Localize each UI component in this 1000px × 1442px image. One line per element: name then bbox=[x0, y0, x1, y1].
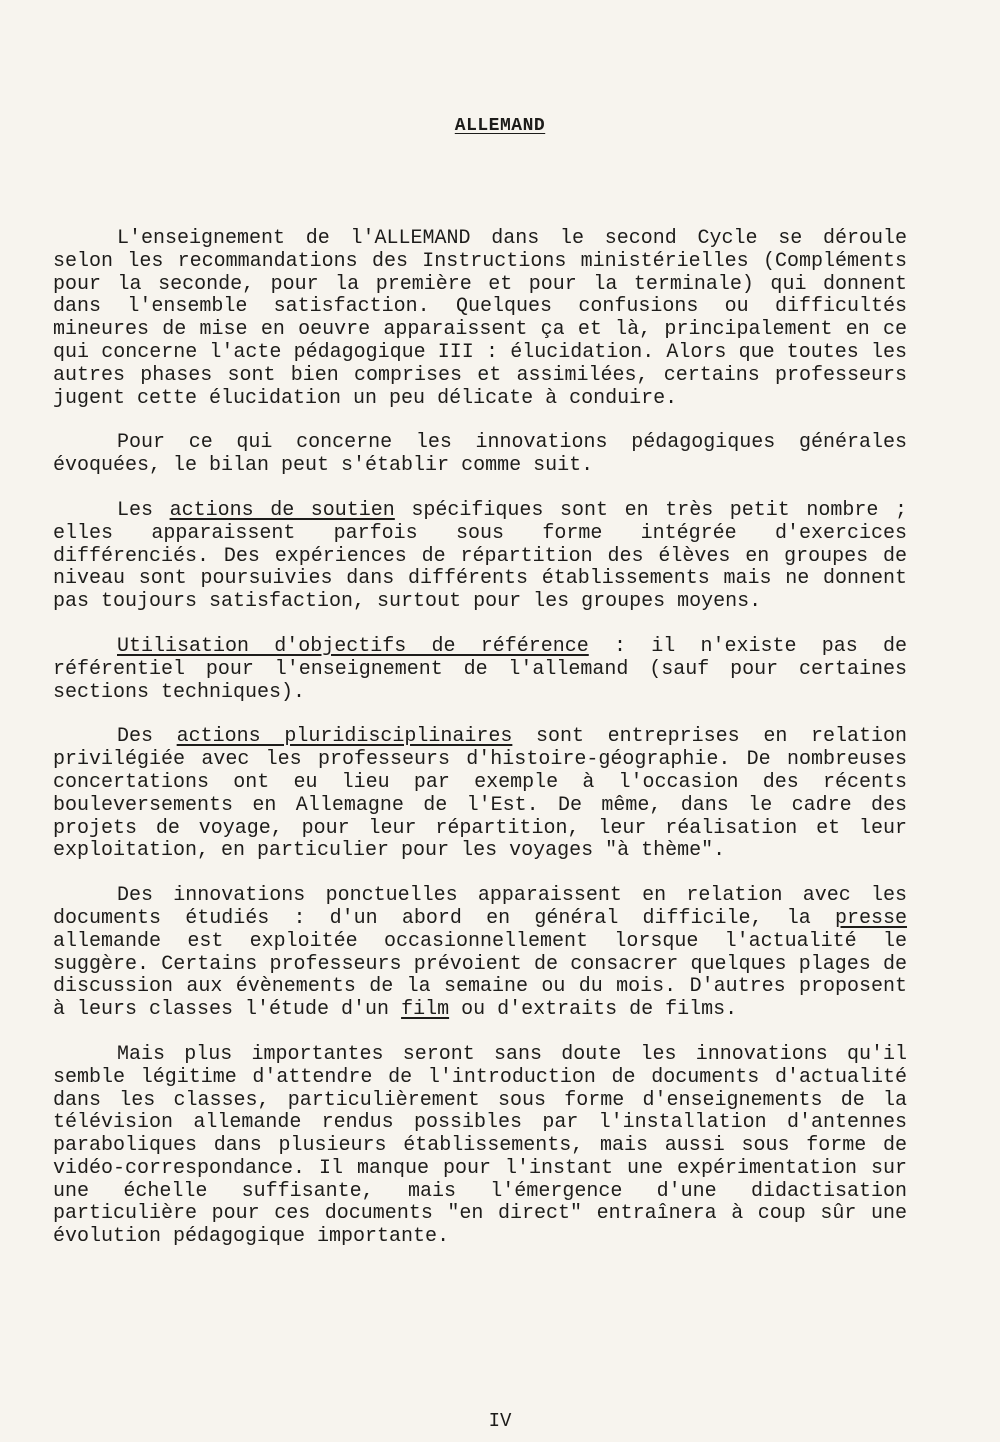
text-span: Les bbox=[117, 498, 170, 522]
paragraph-innovations-ponctuelles bbox=[53, 885, 907, 1022]
paragraph-pluridisciplinaires bbox=[53, 726, 907, 863]
page-title: ALLEMAND bbox=[454, 116, 546, 136]
underlined-term: film bbox=[401, 998, 450, 1022]
paragraph-documents-actualite: Mais plus importantes seront sans doute les innovations qu'il semble légitime d'attendre de l'introduction de documents d'actualité dans les classes, particulièrement sous forme d'enseignements de la télévision allemande rendus possibles par l'installation d'antennes paraboliques dans plusieurs établissements, mais aussi sous forme de vidéo-correspondance. Il manque pour l'instant une expérimentation sur une échelle suffisante, mais l'émergence d'une didactisation particulière pour ces documents "en direct" entraînera à coup sûr une évolution pédagogique importante. bbox=[53, 1042, 907, 1249]
page-number: IV bbox=[488, 1410, 512, 1432]
paragraph-objectifs bbox=[53, 636, 907, 704]
underlined-term: Utilisation d'objectifs de référence bbox=[117, 634, 589, 658]
underlined-term: actions pluridisciplinaires bbox=[176, 725, 513, 749]
text-span: ou d'extraits de films. bbox=[449, 998, 738, 1022]
text-span: allemande est exploitée occasionnellement lorsque l'actualité le suggère. Certains professeurs prévoient de consacrer quelques plages de discussion aux évènements de la semaine ou du mois. D'autres proposent à leurs classes l'étude d'un bbox=[53, 929, 907, 1022]
text-span: Des bbox=[117, 725, 177, 749]
text-span: sont entreprises en relation privilégiée avec les professeurs d'histoire-géographie. De nombreuses concertations ont eu lieu par exemple à l'occasion des récents bouleversements en Allemagne de l'Est. De même, dans le cadre des projets de voyage, pour leur répartition, leur réalisation et leur exploitation, en particulier pour les voyages "à thème". bbox=[53, 725, 907, 863]
paragraph-soutien bbox=[53, 500, 907, 614]
text-span: Des innovations ponctuelles apparaissent en relation avec les documents étudiés : d'un abord en général difficile, la bbox=[53, 884, 907, 930]
paragraph-intro: L'enseignement de l'ALLEMAND dans le second Cycle se déroule selon les recommandations des Instructions ministérielles (Compléments pour la seconde, pour la première et pour la terminale) qui donnent dans l'ensemble satisfaction. Quelques confusions ou difficultés mineures de mise en oeuvre apparaissent ça et là, principalement en ce qui concerne l'acte pédagogique III : élucidation. Alors que toutes les autres phases sont bien comprises et assimilées, certains professeurs jugent cette élucidation un peu délicate à conduire. bbox=[53, 227, 907, 410]
text-span: spécifiques sont en très petit nombre ; elles apparaissent parfois sous forme intégrée d'exercices différenciés. Des expériences de répartition des élèves en groupes de niveau sont poursuivies dans différents établissements mais ne donnent pas toujours satisfaction, surtout pour les groupes moyens. bbox=[53, 498, 907, 614]
underlined-term: presse bbox=[834, 906, 907, 930]
paragraph-bilan: Pour ce qui concerne les innovations pédagogiques générales évoquées, le bilan peut s'établir comme suit. bbox=[53, 431, 907, 478]
underlined-term: actions de soutien bbox=[169, 498, 395, 522]
text-span: : il n'existe pas de référentiel pour l'enseignement de l'allemand (sauf pour certaines sections techniques). bbox=[53, 634, 907, 704]
document-body bbox=[53, 228, 907, 1249]
